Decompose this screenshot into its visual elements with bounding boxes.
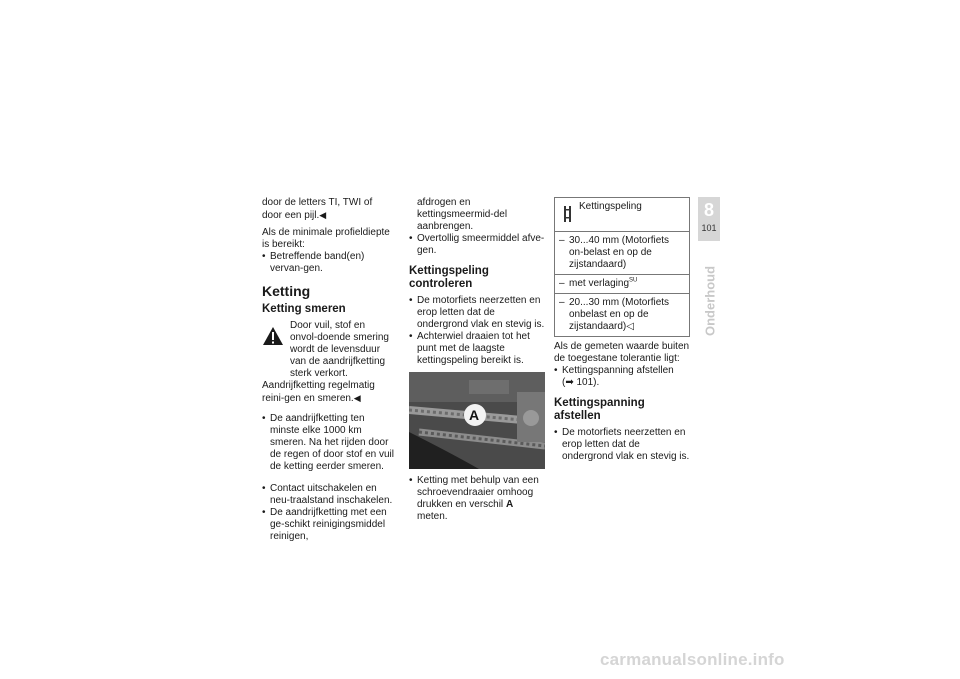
chain-gauge-icon xyxy=(563,205,573,223)
page-number: 101 xyxy=(701,223,717,233)
chain-photo xyxy=(409,372,545,469)
warning-text: Door vuil, stof en onvol-doende smering wordt de levensduur van de aandrijfketting sterk verkort. xyxy=(290,320,389,379)
su-superscript: SU xyxy=(629,277,638,284)
list-item: • Contact uitschakelen en neu-traalstand inschakelen. xyxy=(262,483,394,507)
label-a: A xyxy=(505,499,514,510)
paragraph: afdrogen en kettingsmeermid-del aanbrengen. xyxy=(417,197,508,232)
spec-title: Kettingspeling xyxy=(579,201,642,212)
page-reference: (➡ 101). xyxy=(562,377,600,388)
heading-ketting-smeren: Ketting smeren xyxy=(262,303,346,315)
list-item: • De motorfiets neerzetten en erop letten dat de ondergrond vlak en stevig is. xyxy=(554,427,690,463)
end-marker: ◀ xyxy=(353,393,361,403)
column-3 xyxy=(554,197,690,463)
spec-row: – 20...30 mm (Motorfiets onbelast en op de zijstandaard)◁ xyxy=(555,294,689,336)
spec-table xyxy=(554,197,690,337)
spec-header xyxy=(555,198,689,232)
paragraph: Als de minimale profieldiepte is bereikt: xyxy=(262,227,390,250)
list-item: • De aandrijfketting met een ge-schikt reinigingsmiddel reinigen, xyxy=(262,507,394,543)
photo-label-a: A xyxy=(469,407,480,423)
column-2 xyxy=(409,197,545,523)
list-item: • Kettingspanning afstellen (➡ 101). xyxy=(554,365,690,389)
end-marker: ◀ xyxy=(319,210,327,220)
paragraph: door de letters TI, TWI of door een pijl.◀ xyxy=(262,197,373,221)
end-marker: ◁ xyxy=(626,321,634,332)
warning-block xyxy=(262,320,394,380)
heading-kettingspanning-afstellen: Kettingspanning afstellen xyxy=(554,397,645,422)
chapter-number: 8 xyxy=(703,200,714,220)
paragraph: Als de gemeten waarde buiten de toegestane tolerantie ligt: xyxy=(554,341,690,364)
spec-row: – met verlaging$^{SU}$ xyxy=(555,275,689,294)
list-item: • Ketting met behulp van een schroevendraaier omhoog drukken en verschil A meten. xyxy=(409,475,545,523)
spec-row: – 30...40 mm (Motorfiets on-belast en op de zijstandaard) xyxy=(555,232,689,275)
list-item: • Betreffende band(en) vervan-gen. xyxy=(262,251,394,275)
column-1 xyxy=(262,197,394,543)
list-item: • De motorfiets neerzetten en erop letten dat de ondergrond vlak en stevig is. xyxy=(409,295,545,331)
heading-kettingspeling: Kettingspeling controleren xyxy=(409,265,489,290)
chapter-tab xyxy=(698,197,720,241)
paragraph: Aandrijfketting regelmatig reini-gen en smeren.◀ xyxy=(262,380,375,404)
list-item: • Overtollig smeermiddel afve-gen. xyxy=(409,233,545,257)
section-title: Onderhoud xyxy=(702,265,718,337)
list-item: • De aandrijfketting ten minste elke 1000 km smeren. Na het rijden door de regen of door stof en vuil de ketting eerder smeren. xyxy=(262,413,394,473)
section-label xyxy=(700,256,720,346)
watermark: carmanualsonline.info xyxy=(600,650,785,669)
list-item: • Achterwiel draaien tot het punt met de laagste kettingspeling bereikt is. xyxy=(409,331,545,367)
heading-ketting: Ketting xyxy=(262,283,311,299)
warning-icon xyxy=(262,326,284,346)
